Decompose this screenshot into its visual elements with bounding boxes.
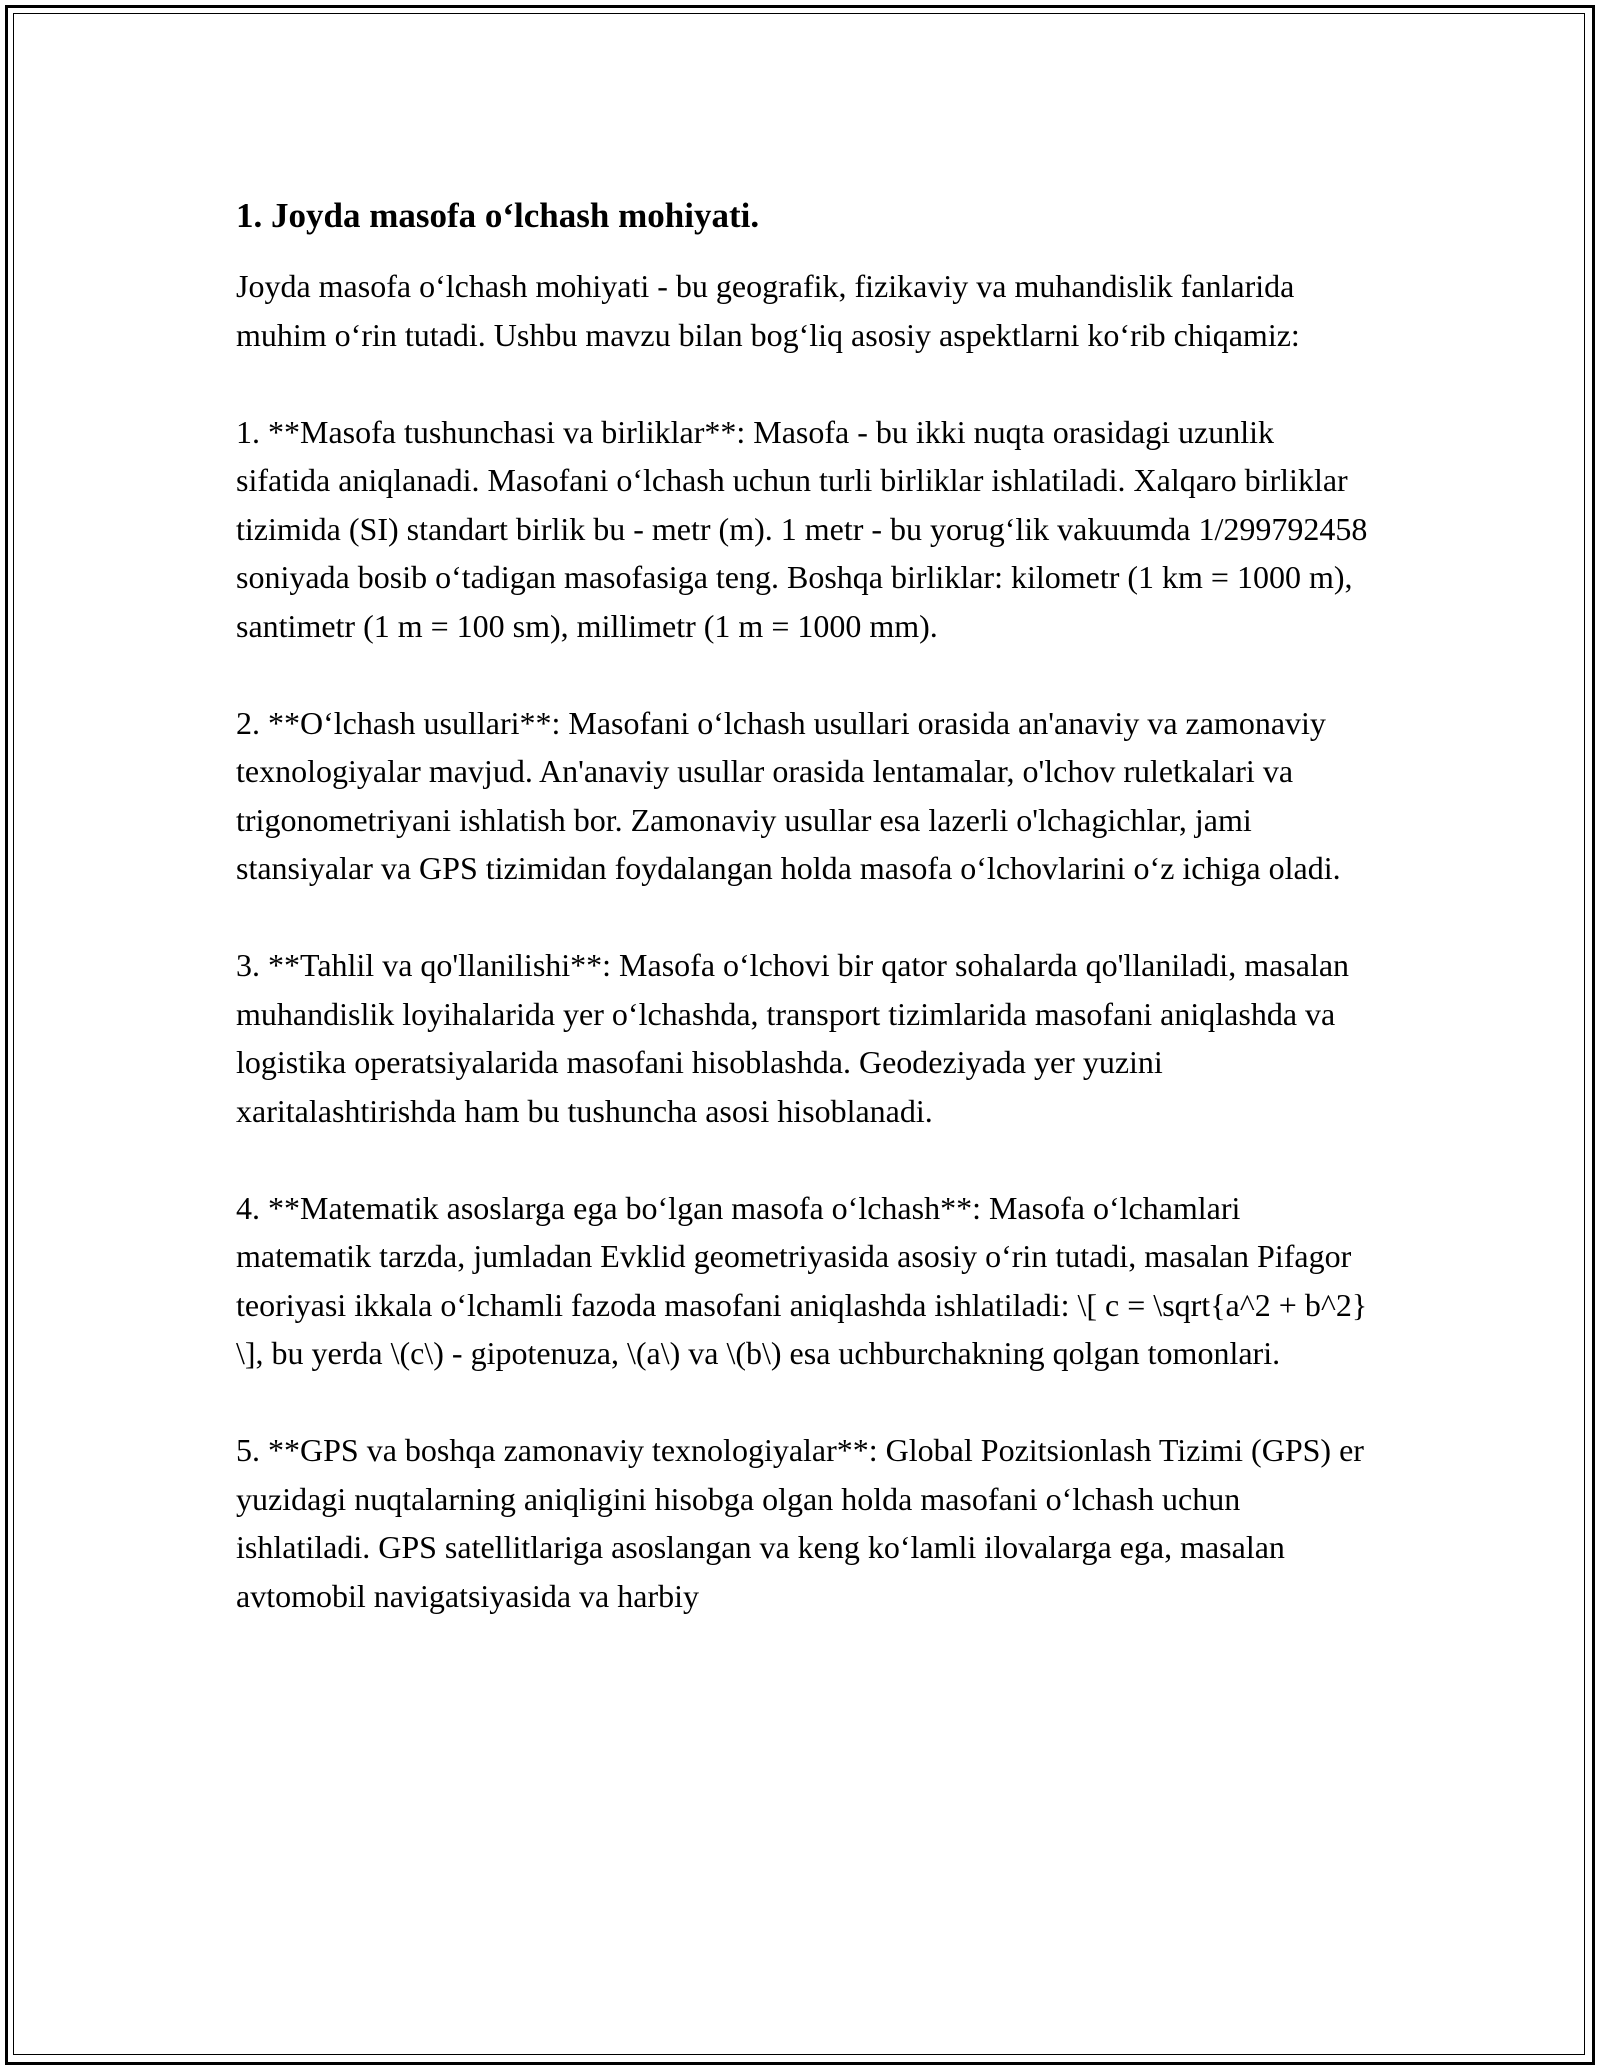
intro-paragraph: Joyda masofa o‘lchash mohiyati - bu geografik, fizikaviy va muhandislik fanlarida muhim o‘rin tutadi. Ushbu mavzu bilan bog‘liq asosiy aspektlarni ko‘rib chiqamiz:	[236, 268, 1300, 353]
paragraph-methods: 2. **O‘lchash usullari**: Masofani o‘lchash usullari orasida an'anaviy va zamonaviy texnologiyalar mavjud. An'anaviy usullar orasida lentamalar, o'lchov ruletkalari va trigonometriyani ishlatish bor. Zamonaviy usullar esa lazerli o'lchagichlar, jami stansiyalar va GPS tizimidan foydalangan holda masofa o‘lchovlarini o‘z ichiga oladi.	[236, 704, 1341, 886]
paragraph-units: 1. **Masofa tushunchasi va birliklar**: Masofa - bu ikki nuqta orasidagi uzunlik sifatida aniqlanadi. Masofani o‘lchash uchun turli birliklar ishlatiladi. Xalqaro birliklar tizimida (SI) standart birlik bu - metr (m). 1 metr - bu yorug‘lik vakuumda 1/299792458 soniyada bosib o‘tadigan masofasiga teng. Boshqa birliklar: kilometr (1 km = 1000 m), santimetr (1 m = 100 sm), millimetr (1 m = 1000 mm).	[236, 413, 1368, 644]
section-heading: 1. Joyda masofa o‘lchash mohiyati.	[236, 196, 760, 235]
paragraph-math-basis: 4. **Matematik asoslarga ega bo‘lgan masofa o‘lchash**: Masofa o‘lchamlari matematik tarzda, jumladan Evklid geometriyasida asosiy o‘rin tutadi, masalan Pifagor teoriyasi ikkala o‘lchamli fazoda masofani aniqlashda ishlatiladi: \[ c = \sqrt{a^2 + b^2} \], bu yerda \(c\) - gipotenuza, \(a\) va \(b\) esa uchburchakning qolgan tomonlari.	[236, 1189, 1368, 1371]
paragraph-gps: 5. **GPS va boshqa zamonaviy texnologiyalar**: Global Pozitsionlash Tizimi (GPS) er yuzidagi nuqtalarning aniqligini hisobga olgan holda masofani o‘lchash uchun ishlatiladi. GPS satellitlariga asoslangan va keng ko‘lamli ilovalarga ega, masalan avtomobil navigatsiyasida va harbiy	[236, 1432, 1364, 1614]
document-body	[236, 188, 1368, 1669]
paragraph-applications: 3. **Tahlil va qo'llanilishi**: Masofa o‘lchovi bir qator sohalarda qo'llaniladi, masalan muhandislik loyihalarida yer o‘lchashda, transport tizimlarida masofani aniqlashda va logistika operatsiyalarida masofani hisoblashda. Geodeziyada yer yuzini xaritalashtirishda ham bu tushuncha asosi hisoblanadi.	[236, 947, 1350, 1129]
